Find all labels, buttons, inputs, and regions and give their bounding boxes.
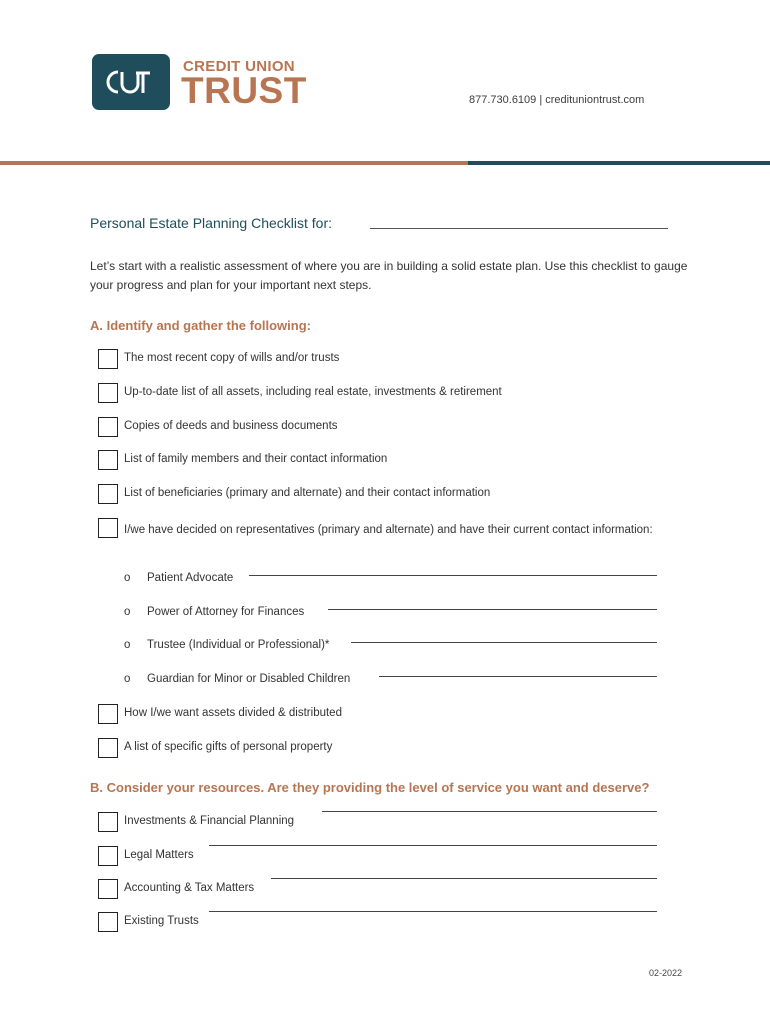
legal-matters-field[interactable]: [209, 845, 657, 846]
brand-logo-mark: [92, 54, 170, 110]
page-title: Personal Estate Planning Checklist for:: [90, 215, 333, 231]
power-of-attorney-field[interactable]: [328, 609, 657, 610]
contact-info: 877.730.6109 | credituniontrust.com: [469, 94, 645, 106]
form-revision-code: 02-2022: [649, 968, 683, 978]
checklist-item-label: A list of specific gifts of personal property: [124, 741, 333, 753]
checklist-item-label: The most recent copy of wills and/or trusts: [124, 352, 340, 364]
cut-monogram-icon: [92, 54, 170, 110]
checkbox[interactable]: [98, 518, 118, 538]
section-a-heading: A. Identify and gather the following:: [90, 318, 311, 333]
checkbox[interactable]: [98, 450, 118, 470]
representative-label: Power of Attorney for Finances: [147, 606, 305, 618]
resource-label: Existing Trusts: [124, 915, 199, 927]
checklist-item-label: Up-to-date list of all assets, including real estate, investments & retirement: [124, 386, 502, 398]
brand-tagline: CREDIT UNION: [183, 58, 295, 75]
bullet: o: [124, 673, 131, 685]
header-rule-teal: [468, 161, 770, 165]
checkbox[interactable]: [98, 912, 118, 932]
trustee-field[interactable]: [351, 642, 657, 643]
representative-label: Patient Advocate: [147, 572, 234, 584]
checkbox[interactable]: [98, 383, 118, 403]
checkbox[interactable]: [98, 704, 118, 724]
existing-trusts-field[interactable]: [209, 911, 657, 912]
checklist-item-label: I/we have decided on representatives (primary and alternate) and have their current contact information:: [124, 524, 653, 536]
resource-label: Investments & Financial Planning: [124, 815, 295, 827]
checkbox[interactable]: [98, 846, 118, 866]
guardian-field[interactable]: [379, 676, 657, 677]
accounting-field[interactable]: [271, 878, 657, 879]
header-rule-copper: [0, 161, 468, 165]
checklist-item-label: Copies of deeds and business documents: [124, 420, 338, 432]
checkbox[interactable]: [98, 738, 118, 758]
brand-name: TRUST: [181, 70, 307, 111]
resource-label: Accounting & Tax Matters: [124, 882, 255, 894]
section-b-heading: B. Consider your resources. Are they providing the level of service you want and deserve?: [90, 780, 650, 795]
bullet: o: [124, 639, 131, 651]
representative-label: Trustee (Individual or Professional)*: [147, 639, 330, 651]
bullet: o: [124, 606, 131, 618]
patient-advocate-field[interactable]: [249, 575, 657, 576]
checkbox[interactable]: [98, 417, 118, 437]
checkbox[interactable]: [98, 484, 118, 504]
checkbox[interactable]: [98, 879, 118, 899]
title-name-field[interactable]: [370, 228, 668, 229]
bullet: o: [124, 572, 131, 584]
checkbox[interactable]: [98, 812, 118, 832]
representative-label: Guardian for Minor or Disabled Children: [147, 673, 351, 685]
investments-field[interactable]: [322, 811, 657, 812]
checkbox[interactable]: [98, 349, 118, 369]
resource-label: Legal Matters: [124, 849, 194, 861]
checklist-item-label: How I/we want assets divided & distributed: [124, 707, 342, 719]
checklist-item-label: List of family members and their contact information: [124, 453, 388, 465]
intro-paragraph: Let’s start with a realistic assessment of where you are in building a solid estate plan. Use this checklist to gauge your progress and plan for your important next steps.: [90, 259, 688, 292]
checklist-item-label: List of beneficiaries (primary and alternate) and their contact information: [124, 487, 491, 499]
